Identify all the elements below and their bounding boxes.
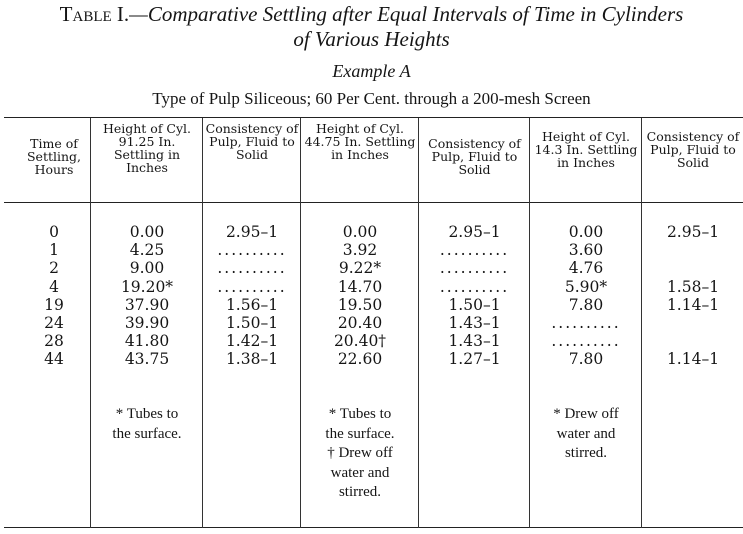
header-rule [4, 202, 743, 203]
cell-height-44: 19.50 [337, 295, 383, 314]
cell-height-14: .......... [551, 332, 621, 351]
cell-time: 24 [44, 314, 64, 332]
cell-consistency-91: 2.95–1 [225, 223, 279, 241]
cell-consistency-91: .......... [217, 277, 287, 296]
cell-height-44: 20.40† [333, 332, 387, 351]
title-dash: — [129, 2, 148, 26]
cell-time: 0 [49, 223, 59, 241]
cell-consistency-44: .......... [439, 241, 510, 260]
cell-consistency-91: 1.38–1 [225, 350, 279, 369]
table-subtitle: Type of Pulp Siliceous; 60 Per Cent. through a 200-mesh Screen [152, 89, 591, 108]
column-divider [529, 118, 530, 528]
cell-consistency-91: .......... [217, 241, 287, 260]
cell-height-91: 0.00 [129, 223, 165, 241]
note-col3: * Tubes to the surface. † Drew off water and stirred. [325, 406, 395, 500]
cell-height-44: 20.40 [337, 314, 383, 332]
cell-time: 1 [49, 241, 59, 260]
cell-consistency-14: 2.95–1 [666, 223, 720, 241]
cell-time: 4 [49, 277, 59, 296]
cell-height-44: 22.60 [337, 350, 383, 369]
table-label: Table I. [59, 2, 130, 26]
header-time: Time of Settling, Hours [26, 136, 82, 177]
title-line-2: of Various Heights [293, 27, 450, 51]
cell-time: 28 [44, 332, 64, 351]
cell-consistency-44: .......... [439, 259, 510, 278]
cell-consistency-44: 2.95–1 [448, 223, 501, 241]
cell-time: 19 [44, 295, 64, 314]
cell-height-91: 41.80 [124, 332, 170, 351]
cell-height-91: 9.00 [129, 259, 165, 278]
column-divider [90, 118, 91, 528]
header-consistency-14: Consistency of Pulp, Fluid to Solid [646, 129, 740, 170]
cell-height-91: 19.20* [120, 277, 174, 296]
cell-height-91: 37.90 [124, 295, 170, 314]
cell-consistency-91: .......... [217, 259, 287, 278]
cell-height-14: 0.00 [568, 223, 604, 241]
column-divider [300, 118, 301, 528]
cell-consistency-14: 1.14–1 [666, 295, 720, 314]
cell-height-91: 39.90 [124, 314, 170, 332]
cell-height-14: 3.60 [568, 241, 604, 260]
cell-time: 2 [49, 259, 59, 278]
cell-height-44: 9.22* [338, 259, 382, 278]
cell-consistency-91: 1.56–1 [225, 295, 279, 314]
cell-consistency-91: 1.42–1 [225, 332, 279, 351]
cell-consistency-44: 1.43–1 [448, 314, 501, 332]
example-heading: Example A [332, 61, 411, 81]
cell-height-91: 43.75 [124, 350, 170, 369]
table-title [0, 2, 743, 26]
title-line-1: Comparative Settling after Equal Intervals of Time in Cylinders [147, 2, 684, 26]
header-height-14: Height of Cyl. 14.3 In. Settling in Inches [534, 129, 638, 170]
cell-height-44: 14.70 [337, 277, 383, 296]
column-divider [641, 118, 642, 528]
cell-time: 44 [44, 350, 64, 369]
cell-height-44: 3.92 [342, 241, 378, 260]
cell-height-44: 0.00 [342, 223, 378, 241]
header-height-44: Height of Cyl. 44.75 In. Settling in Inches [304, 121, 416, 162]
cell-height-14: 4.76 [568, 259, 604, 278]
cell-consistency-14: 1.14–1 [666, 350, 720, 369]
cell-height-14: 7.80 [568, 350, 604, 369]
header-consistency-44: Consistency of Pulp, Fluid to Solid [428, 136, 521, 177]
cell-height-91: 4.25 [129, 241, 165, 260]
header-consistency-91: Consistency of Pulp, Fluid to Solid [205, 121, 299, 162]
cell-consistency-44: 1.43–1 [448, 332, 501, 351]
header-height-91: Height of Cyl. 91.25 In. Settling in Inches [102, 121, 192, 175]
note-col1: * Tubes to the surface. [112, 406, 182, 442]
cell-consistency-14: 1.58–1 [666, 277, 720, 296]
bottom-rule [4, 527, 743, 528]
column-divider [202, 118, 203, 528]
cell-height-14: 7.80 [568, 295, 604, 314]
cell-consistency-44: 1.50–1 [448, 295, 501, 314]
cell-consistency-91: 1.50–1 [225, 314, 279, 332]
column-divider [418, 118, 419, 528]
note-col5: * Drew off water and stirred. [553, 406, 619, 461]
cell-height-14: .......... [551, 314, 621, 332]
cell-height-14: 5.90* [564, 277, 608, 296]
cell-consistency-44: .......... [439, 277, 510, 296]
top-rule [4, 117, 743, 118]
cell-consistency-44: 1.27–1 [448, 350, 501, 369]
